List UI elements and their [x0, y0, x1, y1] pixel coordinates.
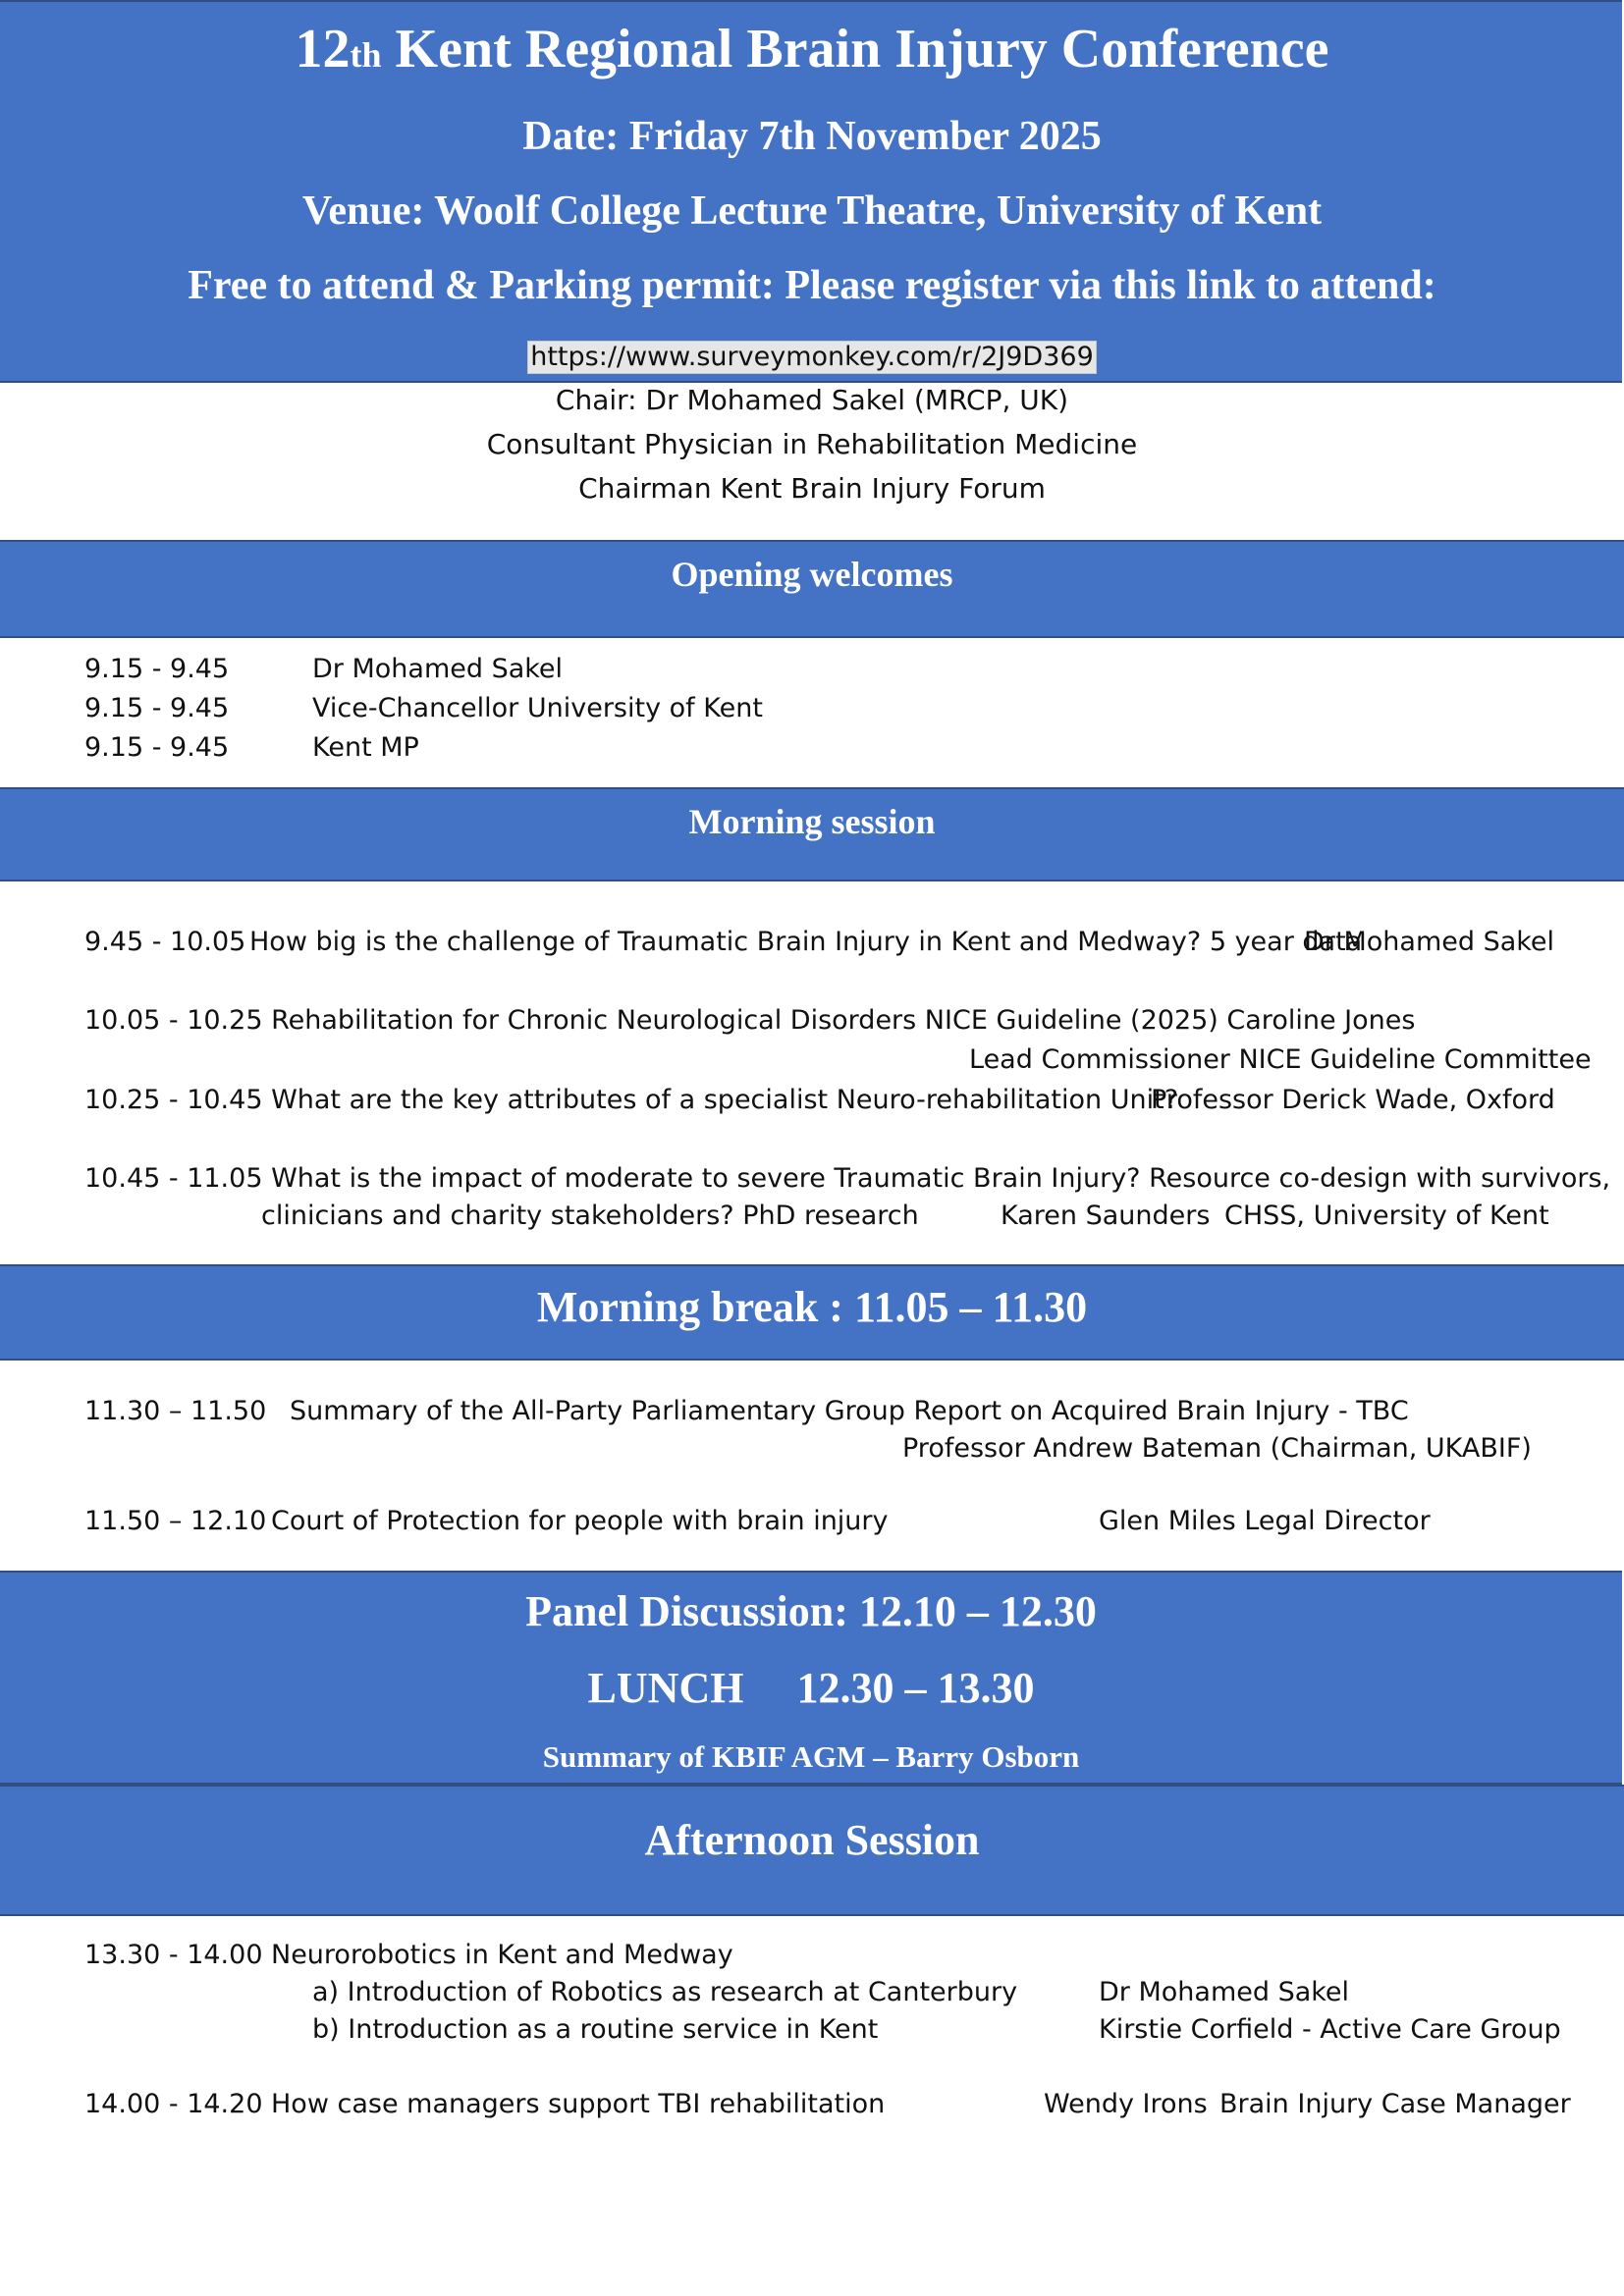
- session-1-title: How big is the challenge of Traumatic Brain Injury in Kent and Medway? 5 year data: [249, 927, 1363, 957]
- opening-speaker-2: Vice-Chancellor University of Kent: [312, 693, 763, 723]
- opening-speaker-3: Kent MP: [312, 732, 419, 763]
- session-2-role: Lead Commissioner NICE Guideline Committee: [969, 1044, 1592, 1075]
- afternoon-1b-text: b) Introduction as a routine service in Kent: [312, 2014, 879, 2045]
- session-4-speaker: Karen Saunders: [1001, 1201, 1211, 1231]
- event-venue: Venue: Woolf College Lecture Theatre, University of Kent: [301, 188, 1323, 234]
- opening-time-2: 9.15 - 9.45: [84, 693, 230, 723]
- morning-band: [0, 787, 1624, 881]
- chair-name: Chair: Dr Mohamed Sakel (MRCP, UK): [555, 384, 1069, 416]
- conference-title: [0, 14, 1624, 90]
- afternoon-1-time: 13.30 - 14.00: [84, 1940, 263, 1970]
- registration-link-row: [0, 340, 1624, 374]
- header-band: [0, 0, 1622, 383]
- opening-time-1: 9.15 - 9.45: [84, 654, 230, 684]
- afternoon-2-speaker: Wendy Irons: [1044, 2089, 1208, 2119]
- registration-link[interactable]: https://www.surveymonkey.com/r/2J9D369: [527, 341, 1097, 374]
- afternoon-band: [0, 1785, 1624, 1916]
- morning-title: Morning session: [688, 802, 936, 841]
- event-date: Date: Friday 7th November 2025: [522, 114, 1102, 159]
- opening-band: [0, 540, 1624, 638]
- title-number: 12: [295, 19, 351, 80]
- session-3-speaker: Professor Derick Wade, Oxford: [1151, 1085, 1555, 1115]
- afternoon-2-role: Brain Injury Case Manager: [1219, 2089, 1571, 2119]
- opening-title: Opening welcomes: [671, 555, 953, 594]
- afternoon-1b-speaker: Kirstie Corfield - Active Care Group: [1099, 2014, 1561, 2045]
- afternoon-2-title: How case managers support TBI rehabilitation: [271, 2089, 886, 2119]
- session-3-line: 10.25 - 10.45 What are the key attributes of a specialist Neuro-rehabilitation Unit?: [84, 1085, 1179, 1115]
- title-text: Kent Regional Brain Injury Conference: [381, 19, 1329, 80]
- afternoon-title: Afternoon Session: [644, 1816, 980, 1864]
- session-4-continuation: clinicians and charity stakeholders? PhD research: [261, 1201, 919, 1231]
- lunch-time: 12.30 – 13.30: [796, 1664, 1035, 1712]
- session-4-line: 10.45 - 11.05 What is the impact of moderate to severe Traumatic Brain Injury? Resource co-design with survivors,: [84, 1163, 1611, 1194]
- afternoon-1a-text: a) Introduction of Robotics as research at Canterbury: [312, 1977, 1018, 2007]
- lunch-line: [0, 1659, 1622, 1718]
- midday-2-time: 11.50 – 12.10: [84, 1506, 267, 1536]
- afternoon-1a-speaker: Dr Mohamed Sakel: [1099, 1977, 1350, 2007]
- session-1-speaker: Dr Mohamed Sakel: [1304, 927, 1555, 957]
- midday-1-time: 11.30 – 11.50: [84, 1396, 267, 1426]
- afternoon-2-time: 14.00 - 14.20: [84, 2089, 263, 2119]
- session-2-line: 10.05 - 10.25 Rehabilitation for Chronic Neurological Disorders NICE Guideline (2025) Caroline Jones: [84, 1005, 1416, 1036]
- opening-speaker-1: Dr Mohamed Sakel: [312, 654, 564, 684]
- chair-role: Consultant Physician in Rehabilitation Medicine: [486, 428, 1138, 460]
- break-band: [0, 1264, 1624, 1361]
- midday-1-title: Summary of the All-Party Parliamentary Group Report on Acquired Brain Injury - TBC: [290, 1396, 1409, 1426]
- title-ordinal: th: [350, 35, 382, 75]
- midday-2-speaker: Glen Miles Legal Director: [1099, 1506, 1431, 1536]
- lunch-label: LUNCH: [587, 1664, 744, 1712]
- chair-forum: Chairman Kent Brain Injury Forum: [578, 472, 1046, 505]
- panel-band: [0, 1571, 1622, 1785]
- opening-time-3: 9.15 - 9.45: [84, 732, 230, 763]
- session-1-time: 9.45 - 10.05: [84, 927, 246, 957]
- agm-summary: Summary of KBIF AGM – Barry Osborn: [542, 1739, 1080, 1774]
- midday-2-title: Court of Protection for people with brain injury: [271, 1506, 889, 1536]
- panel-discussion: Panel Discussion: 12.10 – 12.30: [525, 1587, 1097, 1635]
- midday-1-speaker: Professor Andrew Bateman (Chairman, UKABIF): [902, 1433, 1532, 1464]
- break-title: Morning break : 11.05 – 11.30: [536, 1283, 1088, 1331]
- session-4-affiliation: CHSS, University of Kent: [1224, 1201, 1549, 1231]
- registration-note: Free to attend & Parking permit: Please register via this link to attend:: [188, 263, 1436, 308]
- afternoon-1-title: Neurorobotics in Kent and Medway: [271, 1940, 733, 1970]
